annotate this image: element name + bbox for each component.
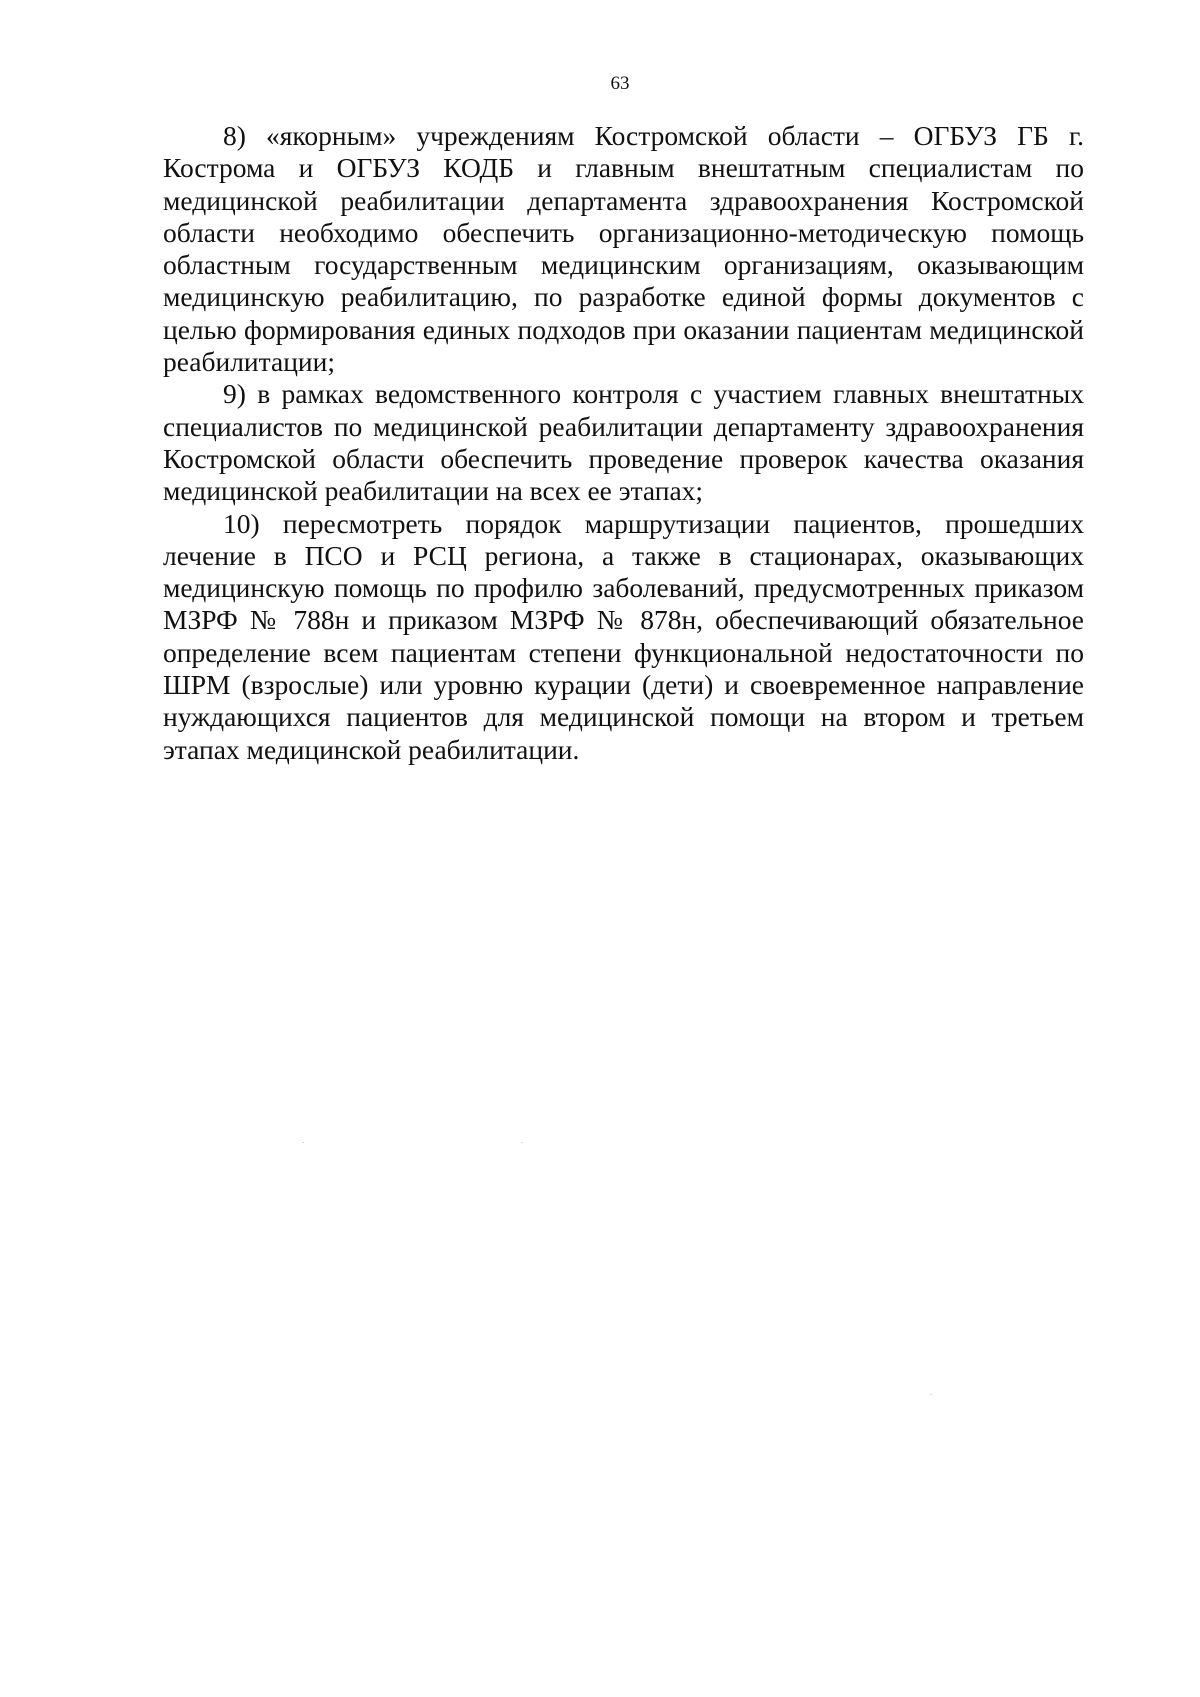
scan-speck <box>302 1142 304 1143</box>
scan-speck <box>521 1142 523 1143</box>
document-body <box>163 120 1084 766</box>
paragraph-item-8: 8) «якорным» учреждениям Костромской области – ОГБУЗ ГБ г. Кострома и ОГБУЗ КОДБ и главным внештатным специалистам по медицинской реабилитации департамента здравоохранения Костромской области необходимо обеспечить организационно-методическую помощь областным государственным медицинским организациям, оказывающим медицинскую реабилитацию, по разработке единой формы документов с целью формирования единых подходов при оказании пациентам медицинской реабилитации; <box>163 120 1084 378</box>
paragraph-item-10: 10) пересмотреть порядок маршрутизации пациентов, прошедших лечение в ПСО и РСЦ региона, а также в стационарах, оказывающих медицинскую помощь по профилю заболеваний, предусмотренных приказом МЗРФ № 788н и приказом МЗРФ № 878н, обеспечивающий обязательное определение всем пациентам степени функциональной недостаточности по ШРМ (взрослые) или уровню курации (дети) и своевременное направление нуждающихся пациентов для медицинской помощи на втором и третьем этапах медицинской реабилитации. <box>163 507 1084 765</box>
page-number: 63 <box>610 73 630 94</box>
paragraph-item-9: 9) в рамках ведомственного контроля с участием главных внештатных специалистов по медицинской реабилитации департаменту здравоохранения Костромской области обеспечить проведение проверок качества оказания медицинской реабилитации на всех ее этапах; <box>163 378 1084 507</box>
scan-speck <box>930 1394 932 1395</box>
